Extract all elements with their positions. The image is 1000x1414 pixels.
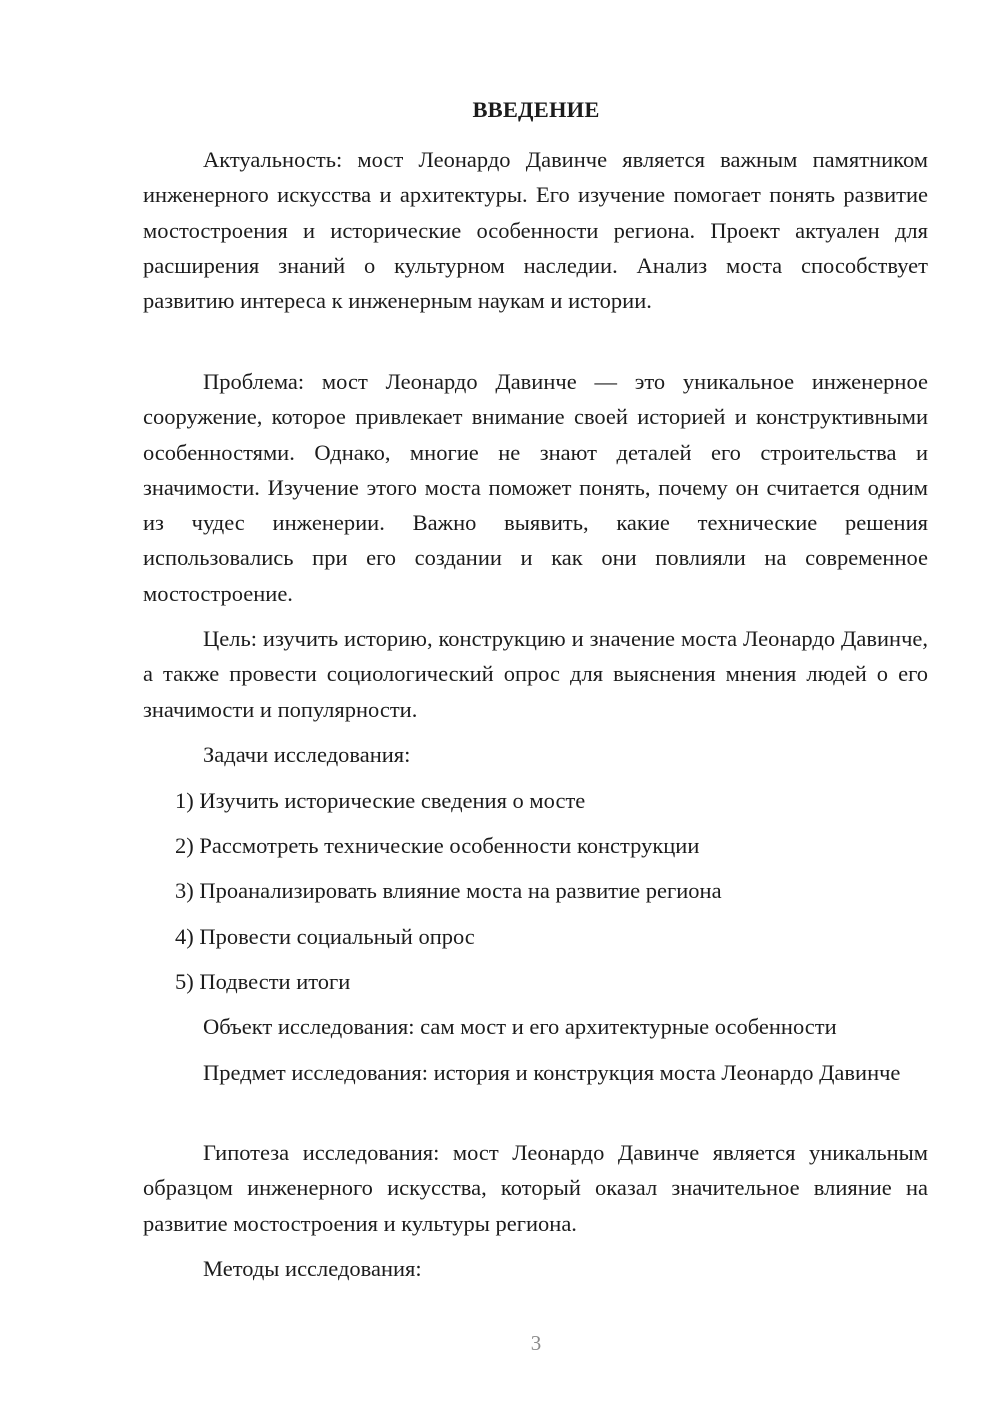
task-list-item: 2) Рассмотреть технические особенности конструкции [175,833,700,858]
page-title: ВВЕДЕНИЕ [472,97,600,122]
methods-heading: Методы исследования: [203,1256,422,1281]
task-list-item: 5) Подвести итоги [175,969,351,994]
object-paragraph: Объект исследования: сам мост и его архитектурные особенности [203,1014,837,1039]
tasks-heading: Задачи исследования: [203,742,411,767]
task-list-item: 1) Изучить исторические сведения о мосте [175,788,586,813]
problem-paragraph: Проблема: мост Леонардо Давинче — это уникальное инженерное сооружение, которое привлекает внимание своей историей и конструктивными особенностями. Однако, многие не знают деталей его строительства и значимости. Изучение этого моста поможет понять, почему он считается одним из чудес инженерии. Важно выявить, какие технические решения использовались при его создании и как они повлияли на современное мостостроение. [143,369,928,606]
relevance-paragraph: Актуальность: мост Леонардо Давинче является важным памятником инженерного искусства и архитектуры. Его изучение помогает понять развитие мостостроения и исторические особенности региона. Проект актуален для расширения знаний о культурном наследии. Анализ моста способствует развитию интереса к инженерным наукам и истории. [143,147,928,314]
subject-paragraph: Предмет исследования: история и конструкция моста Леонардо Давинче [203,1060,901,1085]
hypothesis-paragraph: Гипотеза исследования: мост Леонардо Давинче является уникальным образцом инженерного искусства, который оказал значительное влияние на развитие мостостроения и культуры региона. [143,1140,928,1236]
page-number: 3 [530,1331,542,1355]
task-list-item: 3) Проанализировать влияние моста на развитие региона [175,878,722,903]
goal-paragraph: Цель: изучить историю, конструкцию и значение моста Леонардо Давинче, а также провести социологический опрос для выяснения мнения людей о его значимости и популярности. [143,626,928,722]
task-list-item: 4) Провести социальный опрос [175,924,475,949]
